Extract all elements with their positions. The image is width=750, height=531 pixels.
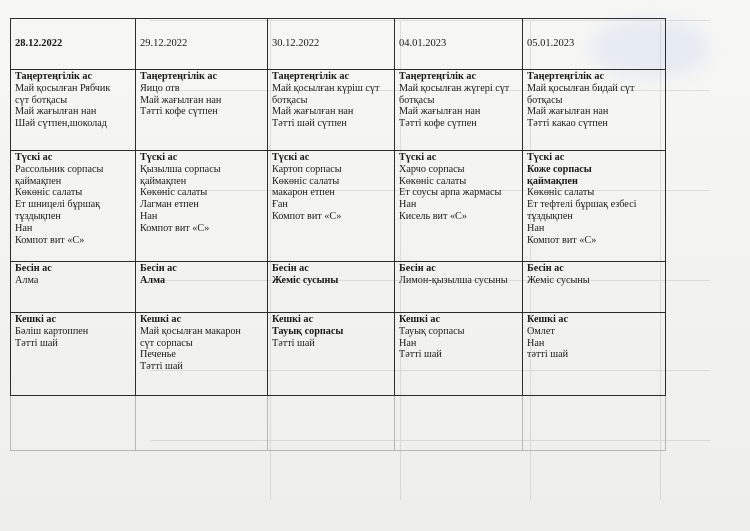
dish-item: Лимон-қызылша сусыны bbox=[399, 274, 508, 286]
weekly-menu-table bbox=[10, 18, 666, 451]
meal-title: Түскі ас bbox=[140, 152, 178, 163]
meal-cell bbox=[395, 313, 523, 396]
dish-item: Тәтті какао сүтпен bbox=[527, 118, 608, 130]
dish-item: Тәтті шәй сүтпен bbox=[272, 118, 347, 130]
empty-cell bbox=[136, 396, 268, 451]
meal-cell bbox=[523, 151, 666, 262]
date-cell: 29.12.2022 bbox=[136, 19, 268, 70]
meal-title: Түскі ас bbox=[272, 152, 310, 163]
dish-item: Тауық сорпасы bbox=[399, 325, 465, 337]
date-header-row bbox=[11, 19, 666, 70]
meal-title: Бесін ас bbox=[272, 263, 309, 274]
date-cell: 28.12.2022 bbox=[11, 19, 136, 70]
meal-cell bbox=[11, 70, 136, 151]
meal-cell bbox=[268, 313, 395, 396]
meal-title: Бесін ас bbox=[140, 263, 177, 274]
empty-row bbox=[11, 396, 666, 451]
dish-item: Нан bbox=[527, 337, 545, 349]
dish-item: Ған bbox=[272, 199, 288, 211]
dinner-row bbox=[11, 313, 666, 396]
meal-cell bbox=[136, 313, 268, 396]
date-cell: 04.01.2023 bbox=[395, 19, 523, 70]
meal-cell bbox=[136, 70, 268, 151]
dish-item: Коже сорпасы bbox=[527, 163, 592, 175]
dish-item: Компот вит «С» bbox=[527, 234, 597, 246]
dish-item: сүт сорпасы bbox=[140, 337, 193, 349]
meal-cell bbox=[136, 262, 268, 313]
dish-item: Май қосылған Рябчик bbox=[15, 82, 111, 94]
dish-item: Омлет bbox=[527, 325, 555, 337]
dish-item: Нан bbox=[399, 199, 417, 211]
meal-cell bbox=[395, 262, 523, 313]
empty-cell bbox=[523, 396, 666, 451]
meal-title: Түскі ас bbox=[399, 152, 437, 163]
meal-cell bbox=[11, 313, 136, 396]
dish-item: Көкөніс салаты bbox=[15, 187, 83, 199]
breakfast-row bbox=[11, 70, 666, 151]
dish-item: Жеміс сусыны bbox=[272, 274, 339, 286]
meal-cell bbox=[268, 262, 395, 313]
dish-item: ботқасы bbox=[399, 94, 435, 106]
meal-cell bbox=[268, 151, 395, 262]
dish-item: Май жағылған нан bbox=[399, 106, 481, 118]
meal-cell bbox=[395, 151, 523, 262]
dish-item: Шәй сүтпен,шоколад bbox=[15, 118, 107, 130]
dish-item: Харчо сорпасы bbox=[399, 163, 465, 175]
meal-cell bbox=[395, 70, 523, 151]
empty-cell bbox=[11, 396, 136, 451]
meal-cell bbox=[268, 70, 395, 151]
dish-item: тұздықпен bbox=[15, 210, 61, 222]
meal-title: Түскі ас bbox=[527, 152, 565, 163]
meal-title: Таңертеңгілік ас bbox=[140, 71, 217, 82]
dish-item: Алма bbox=[140, 274, 166, 286]
dish-item: Картоп сорпасы bbox=[272, 163, 342, 175]
dish-item: Тәтті кофе сүтпен bbox=[140, 106, 218, 118]
dish-item: Компот вит «С» bbox=[140, 222, 210, 234]
dish-item: Нан bbox=[140, 210, 158, 222]
dish-item: Тәтті кофе сүтпен bbox=[399, 118, 477, 130]
dish-item: тәтті шай bbox=[527, 349, 569, 361]
dish-item: Май қосылған күріш сүт bbox=[272, 82, 380, 94]
dish-item: макарон етпен bbox=[272, 187, 335, 199]
dish-item: ботқасы bbox=[272, 94, 308, 106]
meal-cell bbox=[523, 262, 666, 313]
dish-item: Тауық сорпасы bbox=[272, 325, 344, 337]
lunch-row bbox=[11, 151, 666, 262]
dish-item: Май жағылған нан bbox=[272, 106, 354, 118]
meal-cell bbox=[11, 262, 136, 313]
meal-title: Кешкі ас bbox=[140, 314, 181, 325]
dish-item: Тәтті шай bbox=[272, 337, 315, 349]
dish-item: Тәтті шай bbox=[140, 361, 183, 373]
dish-item: Көкөніс салаты bbox=[272, 175, 340, 187]
meal-title: Кешкі ас bbox=[272, 314, 313, 325]
dish-item: ботқасы bbox=[527, 94, 563, 106]
dish-item: қаймақпен bbox=[527, 175, 578, 187]
dish-item: Ет тефтелі бұршақ езбесі bbox=[527, 199, 637, 211]
dish-item: Май қосылған макарон bbox=[140, 325, 241, 337]
dish-item: Май қосылған бидай сүт bbox=[527, 82, 635, 94]
meal-title: Бесін ас bbox=[399, 263, 436, 274]
dish-item: Ет соусы арпа жармасы bbox=[399, 187, 502, 199]
dish-item: қаймақпен bbox=[15, 175, 62, 187]
dish-item: Бәліш картоппен bbox=[15, 325, 89, 337]
dish-item: Жеміс сусыны bbox=[527, 274, 590, 286]
meal-title: Таңертеңгілік ас bbox=[15, 71, 92, 82]
meal-cell bbox=[136, 151, 268, 262]
dish-item: сүт ботқасы bbox=[15, 94, 68, 106]
date-cell: 30.12.2022 bbox=[268, 19, 395, 70]
dish-item: Кисель вит «С» bbox=[399, 210, 467, 222]
dish-item: Нан bbox=[527, 222, 545, 234]
meal-cell bbox=[523, 313, 666, 396]
meal-title: Кешкі ас bbox=[15, 314, 56, 325]
dish-item: Май жағылған нан bbox=[527, 106, 609, 118]
dish-item: Ет шницелі бұршақ bbox=[15, 199, 101, 211]
dish-item: Нан bbox=[399, 337, 417, 349]
dish-item: Тәтті шай bbox=[399, 349, 442, 361]
empty-cell bbox=[268, 396, 395, 451]
meal-title: Кешкі ас bbox=[527, 314, 568, 325]
dish-item: Май қосылған жүгері сүт bbox=[399, 82, 510, 94]
dish-item: Компот вит «С» bbox=[272, 210, 342, 222]
dish-item: Қызылша сорпасы bbox=[140, 163, 221, 175]
meal-title: Таңертеңгілік ас bbox=[272, 71, 349, 82]
meal-title: Бесін ас bbox=[15, 263, 52, 274]
dish-item: қаймақпен bbox=[140, 175, 187, 187]
dish-item: Рассольник сорпасы bbox=[15, 163, 104, 175]
dish-item: Алма bbox=[15, 274, 39, 286]
dish-item: Компот вит «С» bbox=[15, 234, 85, 246]
dish-item: Көкөніс салаты bbox=[527, 187, 595, 199]
meal-title: Таңертеңгілік ас bbox=[527, 71, 604, 82]
dish-item: Тәтті шай bbox=[15, 337, 58, 349]
meal-title: Таңертеңгілік ас bbox=[399, 71, 476, 82]
dish-item: Печенье bbox=[140, 349, 176, 361]
empty-cell bbox=[395, 396, 523, 451]
dish-item: Лагман етпен bbox=[140, 199, 199, 211]
dish-item: Яицо отв bbox=[140, 82, 180, 94]
date-cell: 05.01.2023 bbox=[523, 19, 666, 70]
dish-item: Көкөніс салаты bbox=[140, 187, 208, 199]
snack-row bbox=[11, 262, 666, 313]
meal-title: Кешкі ас bbox=[399, 314, 440, 325]
dish-item: Көкөніс салаты bbox=[399, 175, 467, 187]
meal-cell bbox=[11, 151, 136, 262]
dish-item: Нан bbox=[15, 222, 33, 234]
meal-title: Түскі ас bbox=[15, 152, 53, 163]
meal-title: Бесін ас bbox=[527, 263, 564, 274]
dish-item: тұздықпен bbox=[527, 210, 573, 222]
dish-item: Май жағылған нан bbox=[15, 106, 97, 118]
dish-item: Май жағылған нан bbox=[140, 94, 222, 106]
meal-cell bbox=[523, 70, 666, 151]
